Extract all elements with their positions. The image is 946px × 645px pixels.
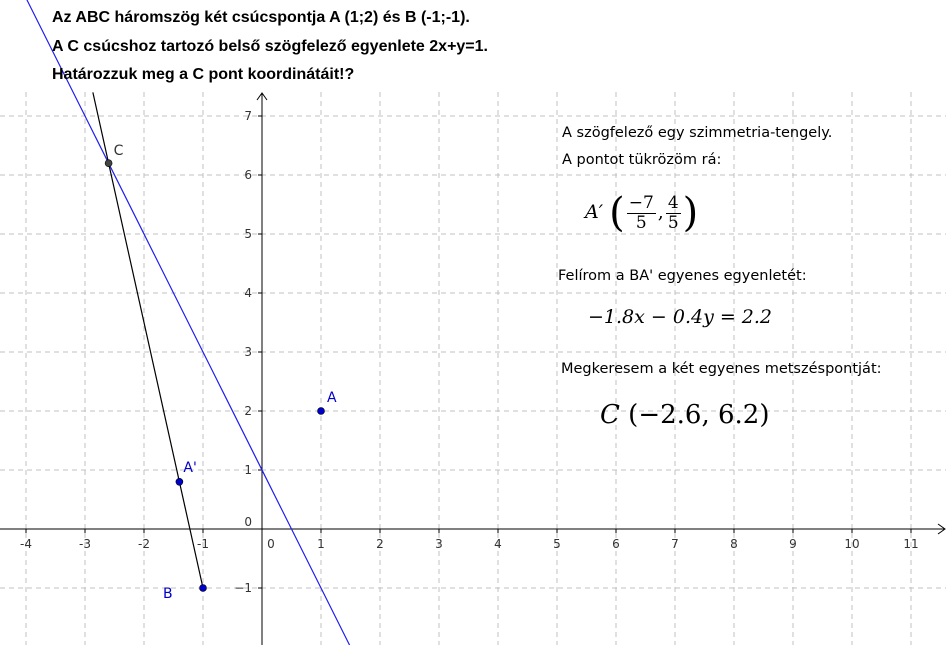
x-tick-label: 11 <box>903 537 919 551</box>
aprime-y-numerator: 4 <box>667 192 679 213</box>
x-tick-label: -1 <box>197 537 209 551</box>
note-write-line-equation: Felírom a BA' egyenes egyenletét: <box>558 268 807 284</box>
x-tick-label: 0 <box>267 537 275 551</box>
point-label-A-prime: A' <box>183 459 197 476</box>
aprime-x-fraction <box>627 194 656 232</box>
aprime-x-numerator: −7 <box>628 192 654 213</box>
y-tick-label: −1 <box>234 581 252 595</box>
x-tick-label: 1 <box>317 537 325 551</box>
y-tick-label: 2 <box>244 404 252 418</box>
graph-lines <box>0 0 351 645</box>
problem-line-1: Az ABC háromszög két csúcspontja A (1;2) és B (-1;-1). <box>52 9 470 26</box>
point-label-B: B <box>163 586 173 602</box>
x-tick-label: 5 <box>553 537 561 551</box>
aprime-symbol: A′ <box>585 201 604 223</box>
x-tick-label: -3 <box>79 537 91 551</box>
line-bisector <box>0 0 351 645</box>
aprime-y-denominator: 5 <box>667 212 679 233</box>
aprime-y-fraction <box>666 194 681 232</box>
ba-prime-equation: −1.8x − 0.4y = 2.2 <box>588 306 773 328</box>
x-tick-label: 8 <box>730 537 738 551</box>
y-tick-label: 5 <box>244 227 252 241</box>
point-A[interactable] <box>318 408 325 415</box>
y-tick-label: 1 <box>244 463 252 477</box>
y-tick-label: 7 <box>244 109 252 123</box>
c-coordinates <box>600 400 769 430</box>
problem-line-3: Határozzuk meg a C pont koordinátáit!? <box>52 66 355 83</box>
x-tick-label: 9 <box>789 537 797 551</box>
x-tick-label: 3 <box>435 537 443 551</box>
point-label-C: C <box>113 143 124 160</box>
x-tick-label: -4 <box>20 537 32 551</box>
x-tick-label: 7 <box>671 537 679 551</box>
x-tick-label: 10 <box>844 537 860 551</box>
c-coordinate-values: (−2.6, 6.2) <box>628 400 770 430</box>
note-reflect-point: A pontot tükrözöm rá: <box>562 152 722 168</box>
x-tick-label: 2 <box>376 537 384 551</box>
x-tick-label: 4 <box>494 537 502 551</box>
aprime-x-denominator: 5 <box>635 212 647 233</box>
note-symmetry-axis: A szögfelező egy szimmetria-tengely. <box>562 125 833 141</box>
point-A-prime[interactable] <box>176 478 183 485</box>
point-C[interactable] <box>105 160 112 167</box>
problem-line-2: A C csúcshoz tartozó belső szögfelező egyenlete 2x+y=1. <box>52 38 488 55</box>
y-tick-label: 0 <box>244 515 252 529</box>
y-tick-label: 6 <box>244 168 252 182</box>
point-B[interactable] <box>200 585 207 592</box>
aprime-coordinates: A′ ( $\frac{-7}{5}$ , $\frac{4}{5}$ ) <box>585 190 699 236</box>
y-tick-label: 4 <box>244 286 252 300</box>
c-symbol: C <box>600 400 620 430</box>
point-label-A: A <box>327 390 337 406</box>
x-tick-label: 6 <box>612 537 620 551</box>
x-tick-label: -2 <box>138 537 150 551</box>
note-find-intersection: Megkeresem a két egyenes metszéspontját: <box>561 361 882 377</box>
y-tick-label: 3 <box>244 345 252 359</box>
graph-points[interactable] <box>105 143 337 602</box>
